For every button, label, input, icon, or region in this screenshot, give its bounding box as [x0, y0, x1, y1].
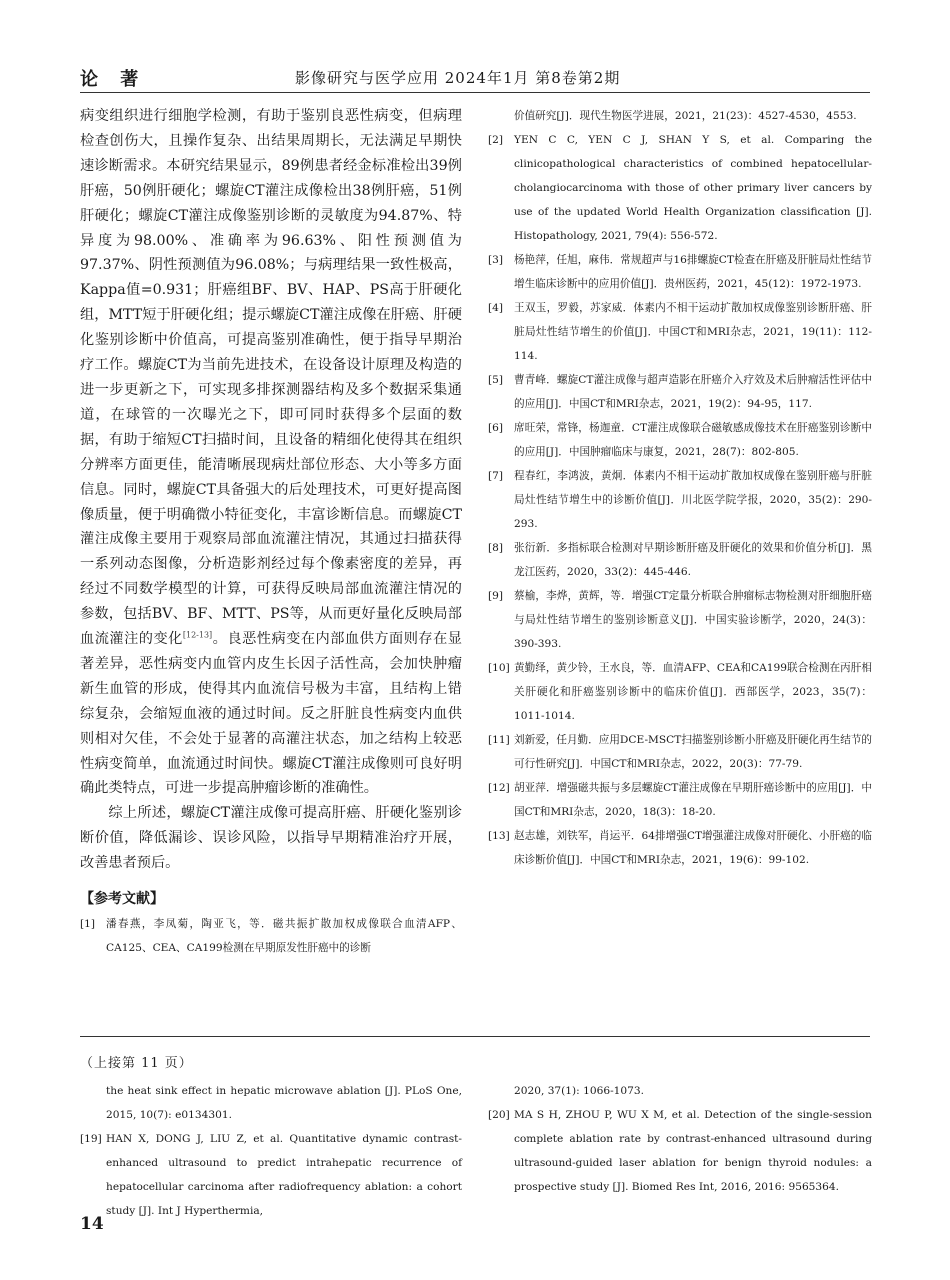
- reference-item: [80, 1079, 462, 1127]
- reference-number: [5]: [488, 374, 504, 386]
- reference-item: [488, 368, 872, 416]
- reference-item: [488, 728, 872, 776]
- continued-left-column: [80, 1079, 462, 1223]
- reference-item: [488, 104, 872, 128]
- reference-item: [80, 912, 462, 960]
- reference-text: 价值研究[J]．现代生物医学进展，2021，21(23)：4527-4530，4553.: [514, 110, 857, 122]
- reference-number: [7]: [488, 470, 504, 482]
- header-rule: [80, 92, 870, 93]
- reference-item: [488, 1079, 872, 1103]
- reference-item: [488, 248, 872, 296]
- reference-number: [10]: [488, 662, 510, 674]
- reference-text: HAN X, DONG J, LIU Z, et al. Quantitative dynamic contrast-enhanced ultrasound to predict intrahepatic recurrence of hepatocellular carcinoma after radiofrequency ablation: a cohort study [J]. Int J Hyperthermia,: [106, 1133, 462, 1217]
- reference-text: 张衍新．多指标联合检测对早期诊断肝癌及肝硬化的效果和价值分析[J]．黑龙江医药，2020，33(2)：445-446.: [514, 542, 872, 578]
- reference-item: [488, 416, 872, 464]
- reference-text: YEN C C, YEN C J, SHAN Y S, et al. Comparing the clinicopathological characteristics of combined hepatocellular-cholangiocarcinoma with those of other primary liver cancers by use of the updated World Health Organization classification [J]. Histopathology, 2021, 79(4): 556-572.: [514, 134, 872, 242]
- reference-item: [488, 656, 872, 728]
- reference-text: 蔡榆，李烨，黄辉，等．增强CT定量分析联合肿瘤标志物检测对肝细胞肝癌与局灶性结节增生的鉴别诊断意义[J]．中国实验诊断学，2020，24(3)：390-393.: [514, 590, 872, 650]
- reference-item: [488, 128, 872, 248]
- reference-text: 席旺荣，常锋，杨迦童．CT灌注成像联合磁敏感成像技术在肝癌鉴别诊断中的应用[J]．中国肿瘤临床与康复，2021，28(7)：802-805.: [514, 422, 872, 458]
- reference-text: 胡亚萍．增强磁共振与多层螺旋CT灌注成像在早期肝癌诊断中的应用[J]．中国CT和MRI杂志，2020，18(3)：18-20.: [514, 782, 872, 818]
- right-column: [488, 104, 872, 872]
- reference-number: [8]: [488, 542, 504, 554]
- reference-item: [488, 536, 872, 584]
- section-label: 论 著: [80, 69, 147, 90]
- reference-text: 杨艳萍，任旭，麻伟．常规超声与16排螺旋CT检查在肝癌及肝脏局灶性结节增生临床诊断中的应用价值[J]．贵州医药，2021，45(12)：1972-1973.: [514, 254, 872, 290]
- reference-number: [11]: [488, 734, 510, 746]
- reference-text: 黄勤绎，黄少铃，王水良，等．血清AFP、CEA和CA199联合检测在丙肝相关肝硬化和肝癌鉴别诊断中的临床价值[J]．西部医学，2023，35(7)：1011-1014.: [514, 662, 872, 722]
- reference-text: 曹青峰．螺旋CT灌注成像与超声造影在肝癌介入疗效及术后肿瘤活性评估中的应用[J]．中国CT和MRI杂志，2021，19(2)：94-95，117.: [514, 374, 872, 410]
- citation-superscript: [12-13]: [182, 630, 213, 640]
- reference-item: [488, 584, 872, 656]
- reference-number: [1]: [80, 918, 96, 931]
- reference-text: 潘春燕，李凤菊，陶亚飞，等．磁共振扩散加权成像联合血清AFP、CA125、CEA、CA199检测在早期原发性肝癌中的诊断: [106, 918, 462, 955]
- conclusion-paragraph: 综上所述，螺旋CT灌注成像可提高肝癌、肝硬化鉴别诊断价值，降低漏诊、误诊风险，以指导早期精准治疗开展，改善患者预后。: [80, 805, 462, 872]
- references-heading: 【参考文献】: [80, 891, 164, 908]
- reference-text: 2020, 37(1): 1066-1073.: [514, 1085, 644, 1097]
- reference-text: 程春红，李鸿波，黄炯．体素内不相干运动扩散加权成像在鉴别肝癌与肝脏局灶性结节增生中的诊断价值[J]．川北医学院学报，2020，35(2)：290-293.: [514, 470, 872, 530]
- continued-right-column: [488, 1079, 872, 1199]
- paragraph-text: 病变组织进行细胞学检测，有助于鉴别良恶性病变，但病理检查创伤大，且操作复杂、出结果周期长，无法满足早期快速诊断需求。本研究结果显示，89例患者经金标准检出39例肝癌，50例肝硬化；螺旋CT灌注成像检出38例肝癌，51例肝硬化；螺旋CT灌注成像鉴别诊断的灵敏度为94.87%、特异度为98.00%、准确率为96.63%、阳性预测值为97.37%、阴性预测值为96.08%；与病理结果一致性极高，Kappa值=0.931；肝癌组BF、BV、HAP、PS高于肝硬化组，MTT短于肝硬化组；提示螺旋CT灌注成像在肝癌、肝硬化鉴别诊断中价值高，可提高鉴别准确性，便于指导早期治疗工作。螺旋CT为当前先进技术，在设备设计原理及构造的进一步更新之下，可实现多排探测器结构及多个数据采集通道，在球管的一次曝光之下，即可同时获得多个层面的数据，有助于缩短CT扫描时间，且设备的精细化使得其在组织分辨率方面更佳，能清晰展现病灶部位形态、大小等多方面信息。同时，螺旋CT具备强大的后处理技术，可更好提高图像质量，便于明确微小特征变化，丰富诊断信息。而螺旋CT灌注成像主要用于观察局部血流灌注情况，其通过扫描获得一系列动态图像，分析造影剂经过每个像素密度的差异，再经过不同数学模型的计算，可获得反映局部血流灌注情况的参数，包括BV、BF、MTT、PS等，从而更好量化反映局部血流灌注的变化: [80, 108, 462, 648]
- reference-item: [488, 296, 872, 368]
- page-header: [80, 63, 870, 93]
- reference-text: MA S H, ZHOU P, WU X M, et al. Detection of the single-session complete ablation rate by contrast-enhanced ultrasound during ultrasound-guided laser ablation for benign thyroid nodules: a prospective study [J]. Biomed Res Int, 2016, 2016: 9565364.: [514, 1109, 872, 1193]
- reference-item: [80, 1127, 462, 1223]
- paragraph-text-tail: 。良恶性病变在内部血供方面则存在显著差异，恶性病变内血管内皮生长因子活性高，会加快肿瘤新生血管的形成，使得其内血流信号极为丰富，且结构上错综复杂，会缩短血液的通过时间。反之肝脏良性病变内血供则相对欠佳，不会处于显著的高灌注状态，加之结构上较恶性病变简单，血流通过时间快。螺旋CT灌注成像则可良好明确此类特点，可进一步提高肿瘤诊断的准确性。: [80, 631, 462, 797]
- reference-item: [488, 776, 872, 824]
- reference-number: [6]: [488, 422, 504, 434]
- page-number: 14: [80, 1214, 104, 1234]
- reference-number: [20]: [488, 1109, 510, 1121]
- reference-item: [488, 464, 872, 536]
- reference-text: 刘新爱，任月勤．应用DCE-MSCT扫描鉴别诊断小肝癌及肝硬化再生结节的可行性研究[J]．中国CT和MRI杂志，2022，20(3)：77-79.: [514, 734, 873, 770]
- continued-note: （上接第 11 页）: [80, 1056, 193, 1071]
- reference-item: [488, 824, 872, 872]
- section-divider: [80, 1036, 870, 1037]
- reference-item: [488, 1103, 872, 1199]
- reference-number: [2]: [488, 134, 504, 146]
- reference-text: 赵志雄，刘铁军，肖运平．64排增强CT增强灌注成像对肝硬化、小肝癌的临床诊断价值[J]．中国CT和MRI杂志，2021，19(6)：99-102.: [514, 830, 872, 866]
- reference-text: the heat sink effect in hepatic microwave ablation [J]. PLoS One, 2015, 10(7): e0134301.: [106, 1085, 462, 1121]
- journal-title: 影像研究与医学应用 2024年1月 第8卷第2期: [295, 69, 621, 87]
- body-paragraph: [80, 104, 462, 801]
- left-column: [80, 104, 462, 960]
- reference-number: [9]: [488, 590, 504, 602]
- reference-number: [4]: [488, 302, 504, 314]
- reference-number: [12]: [488, 782, 510, 794]
- reference-number: [3]: [488, 254, 504, 266]
- reference-text: 王双玉，罗毅，苏家威．体素内不相干运动扩散加权成像鉴别诊断肝癌、肝脏局灶性结节增生的价值[J]．中国CT和MRI杂志，2021，19(11)：112-114.: [514, 302, 872, 362]
- reference-number: [19]: [80, 1133, 102, 1145]
- reference-number: [13]: [488, 830, 510, 842]
